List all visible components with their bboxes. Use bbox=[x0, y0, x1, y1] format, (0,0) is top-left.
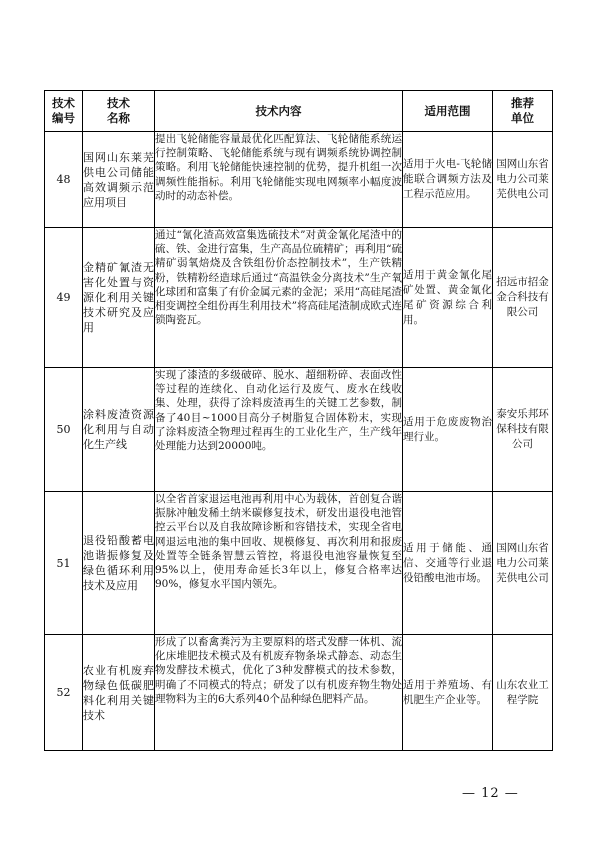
header-recommending-unit: 推荐 单位 bbox=[493, 91, 553, 132]
header-tech-name: 技术 名称 bbox=[83, 91, 155, 132]
table-row bbox=[45, 132, 553, 228]
tech-number-cell: 50 bbox=[45, 368, 83, 492]
tech-number-cell: 49 bbox=[45, 228, 83, 368]
table-header-row bbox=[45, 91, 553, 132]
scope-cell: 适用于储能、通信、交通等行业退役铅酸电池市场。 bbox=[403, 492, 493, 635]
scope-cell: 适用于黄金氰化尾矿处置、黄金氰化尾矿资源综合利用。 bbox=[403, 228, 493, 368]
tech-content-cell: 提出飞轮储能容量最优化匹配算法、飞轮储能系统运行控制策略、飞轮储能系统与现有调频系统协调控制策略。利用飞轮储能快速控制的优势，提升机组一次调频性能指标。利用飞轮储能实现电网频率小幅度波动时的动态补偿。 bbox=[155, 132, 403, 228]
tech-name-cell: 国网山东莱芜供电公司储能高效调频示范应用项目 bbox=[83, 132, 155, 228]
tech-content-cell: 实现了漆渣的多级破碎、脱水、超细粉碎、表面改性等过程的连续化、自动化运行及废气、废水在线收集、处理，获得了涂料废渣再生的关键工艺参数，制备了40目~1000目高分子树脂复合固体粉末，实现了涂料废渣全物理过程再生的工业化生产，生产线年处理能力达到20000吨。 bbox=[155, 368, 403, 492]
tech-content-cell: 形成了以畜禽粪污为主要原料的塔式发酵一体机、流化床堆肥技术模式及有机废弃物条垛式静态、动态生物发酵技术模式，优化了3种发酵模式的技术参数，明确了不同模式的特点；研发了以有机废弃物生物处理物料为主的6大系列40个品种绿色肥料产品。 bbox=[155, 635, 403, 751]
header-tech-content: 技术内容 bbox=[155, 91, 403, 132]
page-number: — 12 — bbox=[462, 786, 519, 801]
tech-content-cell: 通过“氰化渣高效富集选硫技术”对黄金氰化尾渣中的硫、铁、金进行富集，生产高品位硫精矿；再利用“硫精矿弱氧焙烧及含铁组份价态控制技术”，生产铁精粉，铁精粉经造球后通过“高温铁金分离技术”生产氧化球团和富集了有价金属元素的金泥；采用“高硅尾渣相变调控全组份再生利用技术”将高硅尾渣制成欧式连锁陶瓷瓦。 bbox=[155, 228, 403, 368]
unit-cell: 泰安乐邦环保科技有限公司 bbox=[493, 368, 553, 492]
tech-name-cell: 退役铅酸蓄电池谐振修复及绿色循环利用技术及应用 bbox=[83, 492, 155, 635]
unit-cell: 国网山东省电力公司莱芜供电公司 bbox=[493, 492, 553, 635]
table-row bbox=[45, 492, 553, 635]
tech-number-cell: 51 bbox=[45, 492, 83, 635]
table-row bbox=[45, 228, 553, 368]
table-row bbox=[45, 368, 553, 492]
scope-cell: 适用于养殖场、有机肥生产企业等。 bbox=[403, 635, 493, 751]
unit-cell: 山东农业工程学院 bbox=[493, 635, 553, 751]
technology-table bbox=[44, 90, 553, 751]
tech-name-cell: 涂料废渣资源化利用与自动化生产线 bbox=[83, 368, 155, 492]
tech-name-cell: 农业有机废弃物绿色低碳肥料化利用关键技术 bbox=[83, 635, 155, 751]
scope-cell: 适用于火电-飞轮储能联合调频方法及工程示范应用。 bbox=[403, 132, 493, 228]
unit-cell: 国网山东省电力公司莱芜供电公司 bbox=[493, 132, 553, 228]
header-tech-number: 技术 编号 bbox=[45, 91, 83, 132]
header-scope: 适用范围 bbox=[403, 91, 493, 132]
scope-cell: 适用于危废废物治理行业。 bbox=[403, 368, 493, 492]
tech-number-cell: 48 bbox=[45, 132, 83, 228]
tech-name-cell: 金精矿氰渣无害化处置与资源化利用关键技术研究及应用 bbox=[83, 228, 155, 368]
unit-cell: 招远市招金金合科技有限公司 bbox=[493, 228, 553, 368]
table-row bbox=[45, 635, 553, 751]
tech-number-cell: 52 bbox=[45, 635, 83, 751]
tech-content-cell: 以全省首家退运电池再利用中心为载体，首创复合谐振脉冲触发稀土纳米碳修复技术，研发出退役电池管控云平台以及自我故障诊断和容错技术，实现全省电网退运电池的集中回收、规模修复、再次利用和报废处置等全链条智慧云管控，将退役电池容量恢复至95%以上，使用寿命延长3年以上，修复合格率达90%，修复水平国内领先。 bbox=[155, 492, 403, 635]
